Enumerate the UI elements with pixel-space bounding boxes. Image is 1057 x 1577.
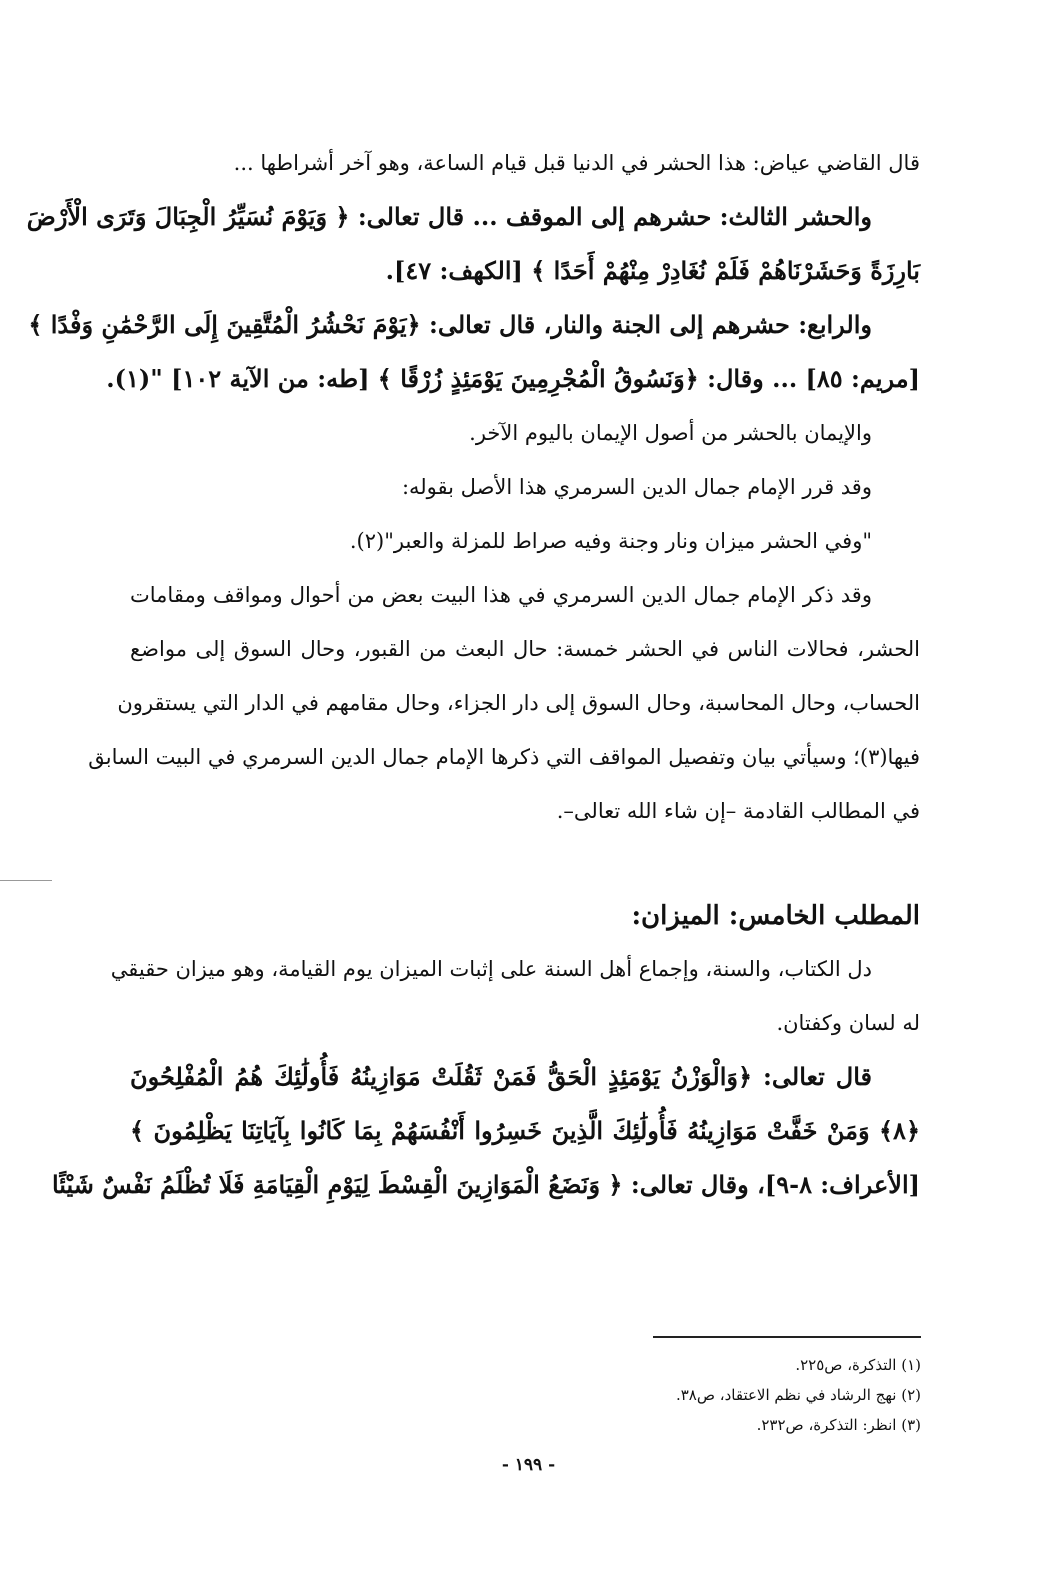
text-line-4: والرابع: حشرهم إلى الجنة والنار، قال تعالى: ﴿يَوْمَ نَحْشُرُ الْمُتَّقِينَ إِلَى الرَّحْمَٰنِ وَفْدًا ﴾ [28,310,872,339]
section-line-3: قال تعالى: ﴿وَالْوَزْنُ يَوْمَئِذٍ الْحَقُّ فَمَنْ ثَقُلَتْ مَوَازِينُهُ فَأُولَٰئِكَ هُمُ الْمُفْلِحُونَ [130,1062,872,1091]
section-line-4: ﴿٨﴾ وَمَنْ خَفَّتْ مَوَازِينُهُ فَأُولَٰئِكَ الَّذِينَ خَسِرُوا أَنْفُسَهُمْ بِمَا كَانُوا بِآيَاتِنَا يَظْلِمُونَ ﴾ [130,1116,920,1145]
text-line-7: وقد قرر الإمام جمال الدين السرمري هذا الأصل بقوله: [401,475,872,499]
poetry-line: "وفي الحشر ميزان ونار وجنة وفيه صراط للمزلة والعبر"(٢). [349,529,872,553]
text-line-1: قال القاضي عياض: هذا الحشر في الدنيا قبل قيام الساعة، وهو آخر أشراطها ... [233,151,920,175]
section-line-1: دل الكتاب، والسنة، وإجماع أهل السنة على إثبات الميزان يوم القيامة، وهو ميزان حقيقي [110,957,872,981]
margin-rule [0,880,52,881]
page-number: - ١٩٩ - [501,1455,556,1475]
text-line-13: في المطالب القادمة –إن شاء الله تعالى–. [556,799,920,823]
footnotes [221,1350,921,1440]
main-text [26,148,920,1200]
section-line-5: [الأعراف: ٨-٩]، وقال تعالى: ﴿ وَنَضَعُ الْمَوَازِينَ الْقِسْطَ لِيَوْمِ الْقِيَامَةِ فَلَا تُظْلَمُ نَفْسٌ شَيْئًا [51,1170,920,1199]
footnote-2: (٢) نهج الرشاد في نظم الاعتقاد، ص٣٨. [675,1386,921,1404]
text-line-6: والإيمان بالحشر من أصول الإيمان باليوم الآخر. [469,421,872,445]
text-line-3: بَارِزَةً وَحَشَرْنَاهُمْ فَلَمْ نُغَادِرْ مِنْهُمْ أَحَدًا ﴾ [الكهف: ٤٧]. [385,256,920,285]
section-heading: المطلب الخامس: الميزان: [631,901,920,931]
text-line-5: [مريم: ٨٥] ... وقال: ﴿وَنَسُوقُ الْمُجْرِمِينَ يَوْمَئِذٍ زُرْقًا ﴾ [طه: من الآية ١٠٢] "(١). [106,364,920,393]
section-line-2: له لسان وكفتان. [776,1011,920,1035]
footnote-1: (١) التذكرة، ص٢٢٥. [795,1356,921,1374]
footnote-separator [653,1336,921,1338]
text-line-11: الحساب، وحال المحاسبة، وحال السوق إلى دار الجزاء، وحال مقامهم في الدار التي يستقرون [117,691,920,715]
text-line-12: فيها(٣)؛ وسيأتي بيان وتفصيل المواقف التي ذكرها الإمام جمال الدين السرمري في البيت السابق [88,745,920,769]
text-line-9: وقد ذكر الإمام جمال الدين السرمري في هذا البيت بعض من أحوال ومواقف ومقامات [130,583,872,607]
text-line-10: الحشر، فحالات الناس في الحشر خمسة: حال البعث من القبور، وحال السوق إلى مواضع [130,637,920,661]
text-line-2: والحشر الثالث: حشرهم إلى الموقف ... قال تعالى: ﴿ وَيَوْمَ نُسَيِّرُ الْجِبَالَ وَتَرَى الْأَرْضَ [26,202,872,231]
footnote-3: (٣) انظر: التذكرة، ص٢٣٢. [756,1416,921,1434]
